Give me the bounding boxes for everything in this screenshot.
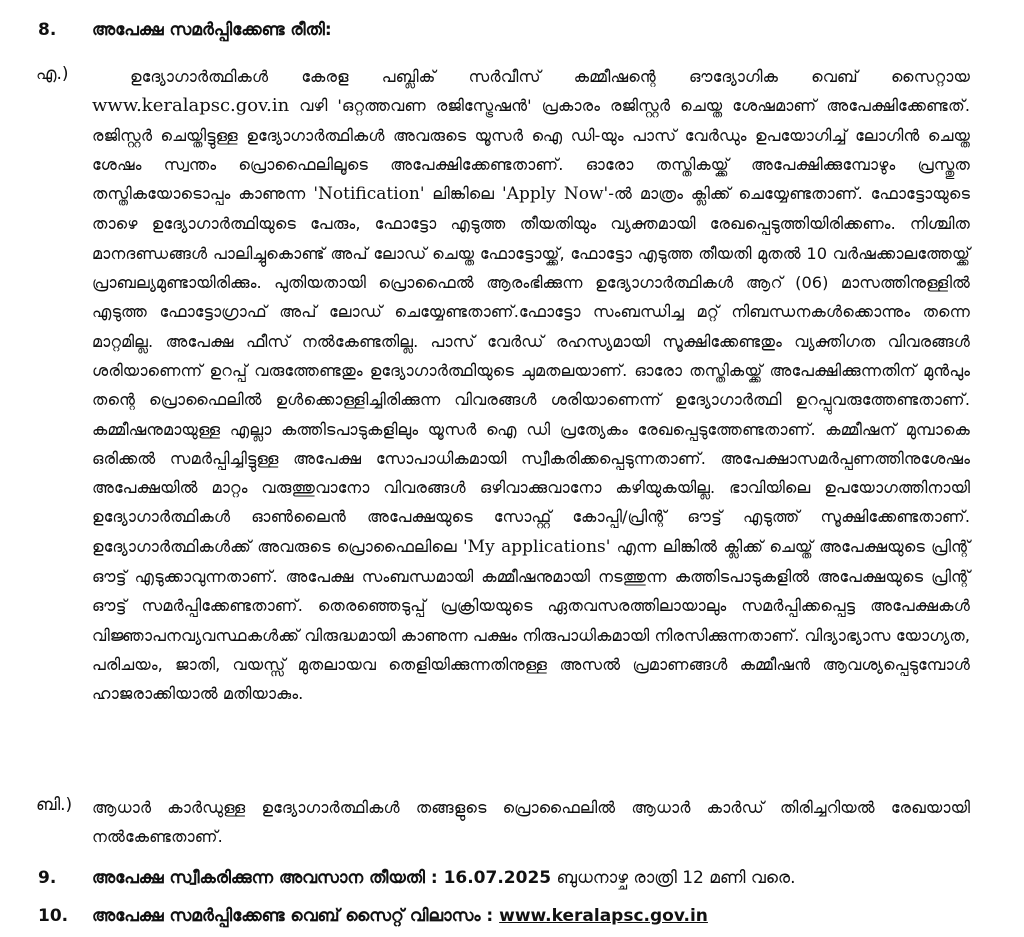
para-a-part-4: ൽ മാത്രം ക്ലിക്ക് ചെയ്യേണ്ടതാണ്. ഫോട്ടോയുടെ താഴെ ഉദ്യോഗാർത്ഥിയുടെ പേരും, ഫോട്ടോ എടുത്ത തീയതിയും വ്യക്തമായി രേഖപ്പെടുത്തിയിരിക്കണം. നിശ്ചിത മാനദണ്ഡങ്ങൾ പാലിച്ചുകൊണ്ട് അപ് ലോഡ് ചെയ്ത ഫോട്ടോയ്ക്ക്, ഫോട്ടോ എടുത്ത തീയതി മുതൽ 10 വർഷക്കാലത്തേയ്ക്ക് പ്രാബല്യമുണ്ടായിരിക്കും. പുതിയതായി പ്രൊഫൈൽ ആരംഭിക്കുന്ന ഉദ്യോഗാർത്ഥികൾ ആറ് (06) മാസത്തിനുള്ളിൽ എടുത്ത ഫോട്ടോഗ്രാഫ് അപ് ലോഡ് ചെയ്യേണ്ടതാണ്.ഫോട്ടോ സംബന്ധിച്ച മറ്റ് നിബന്ധനകൾക്കൊന്നും തന്നെ മാറ്റമില്ല. അപേക്ഷ ഫീസ് നൽകേണ്ടതില്ല. പാസ് വേർഡ് രഹസ്യമായി സൂക്ഷിക്കേണ്ടതും വ്യക്തിഗത വിവരങ്ങൾ ശരിയാണെന്ന് ഉറപ്പ് വരുത്തേണ്ടതും ഉദ്യോഗാർത്ഥിയുടെ ചുമതലയാണ്. ഓരോ തസ്തികയ്ക്ക് അപേക്ഷിക്കുന്നതിന് മുൻപും തന്റെ പ്രൊഫൈലിൽ ഉൾക്കൊള്ളിച്ചിരിക്കുന്ന വിവരങ്ങൾ ശരിയാണെന്ന് ഉദ്യോഗാർത്ഥി ഉറപ്പുവരുത്തേണ്ടതാണ്. കമ്മീഷനുമായുള്ള എല്ലാ കത്തിടപാടുകളിലും യൂസർ ഐ ഡി പ്രത്യേകം രേഖപ്പെടുത്തേണ്ടതാണ്. കമ്മീഷന് മുമ്പാകെ ഒരിക്കൽ സമർപ്പിച്ചിട്ടുള്ള അപേക്ഷ സോപാധികമായി സ്വീകരിക്കപ്പെടുന്നതാണ്. അപേക്ഷാസമർപ്പണത്തിനുശേഷം അപേക്ഷയിൽ മാറ്റം വരുത്തുവാനോ വിവരങ്ങൾ ഒഴിവാക്കുവാനോ കഴിയുകയില്ല. ഭാവിയിലെ ഉപയോഗത്തിനായി ഉദ്യോഗാർത്ഥികൾ ഓൺലൈൻ അപേക്ഷയുടെ സോഫ്റ്റ് കോപ്പി/പ്രിന്റ് ഔട്ട് എടുത്ത് സൂക്ഷിക്കേണ്ടതാണ്. ഉദ്യോഗാർത്ഥികൾക്ക് അവരുടെ പ്രൊഫൈലിലെ — [92, 184, 971, 556]
section-10-heading — [92, 906, 708, 926]
para-b-marker: ബി.) — [36, 795, 73, 815]
section-9-number: 9. — [38, 868, 57, 888]
para-a-part-2: വഴി 'ഒറ്റത്തവണ രജിസ്ട്രേഷൻ' പ്രകാരം രജിസ്റ്റർ ചെയ്ത ശേഷമാണ് അപേക്ഷിക്കേണ്ടത്. രജിസ്റ്റർ ചെയ്തിട്ടുള്ള ഉദ്യോഗാർത്ഥികൾ അവരുടെ യൂസർ ഐ ഡി-യും പാസ് വേർഡും ഉപയോഗിച്ച് ലോഗിൻ ചെയ്ത ശേഷം സ്വന്തം പ്രൊഫൈലിലൂടെ അപേക്ഷിക്കേണ്ടതാണ്. ഓരോ തസ്തികയ്ക്ക് അപേക്ഷിക്കുമ്പോഴും പ്രസ്തുത തസ്തികയോടൊപ്പം കാണുന്ന — [92, 96, 970, 204]
my-applications-text: 'My applications' — [462, 536, 611, 557]
section-10-heading-text: അപേക്ഷ സമർപ്പിക്കേണ്ട വെബ് സൈറ്റ് വിലാസം : — [92, 906, 500, 926]
apply-now-text: 'Apply Now'- — [502, 184, 614, 205]
para-b-text: ആധാർ കാർഡുള്ള ഉദ്യോഗാർത്ഥികൾ തങ്ങളുടെ പ്രൊഫൈലിൽ ആധാർ കാർഡ് തിരിച്ചറിയൽ രേഖയായി നൽകേണ്ടതാണ്. — [92, 798, 970, 846]
section-9-heading-text: അപേക്ഷ സ്വീകരിക്കുന്ന അവസാന തീയതി : 16.07.2025 — [92, 868, 552, 888]
section-9-heading — [92, 868, 796, 888]
section-10-number: 10. — [38, 906, 69, 926]
section-8-heading: അപേക്ഷ സമർപ്പിക്കേണ്ട രീതി: — [92, 20, 332, 40]
notification-link-text: 'Notification' — [313, 184, 425, 205]
section-8-number: 8. — [38, 20, 57, 40]
para-a-part-5: എന്ന ലിങ്കിൽ ക്ലിക്ക് ചെയ്ത് അപേക്ഷയുടെ പ്രിന്റ് ഔട്ട് എടുക്കാവുന്നതാണ്. അപേക്ഷ സംബന്ധമായി കമ്മീഷനുമായി നടത്തുന്ന കത്തിടപാടുകളിൽ അപേക്ഷയുടെ പ്രിന്റ് ഔട്ട് സമർപ്പിക്കേണ്ടതാണ്. തെരഞ്ഞെടുപ്പ് പ്രക്രിയയുടെ ഏതവസരത്തിലായാലും സമർപ്പിക്കപ്പെട്ട അപേക്ഷകൾ വിജ്ഞാപനവ്യവസ്ഥകൾക്ക് വിരുദ്ധമായി കാണുന്ന പക്ഷം നിരുപാധികമായി നിരസിക്കുന്നതാണ്. വിദ്യാഭ്യാസ യോഗ്യത, പരിചയം, ജാതി, വയസ്സ് മുതലായവ തെളിയിക്കുന്നതിനുള്ള അസൽ പ്രമാണങ്ങൾ കമ്മീഷൻ ആവശ്യപ്പെടുമ്പോൾ ഹാജരാക്കിയാൽ മതിയാകും. — [92, 536, 970, 704]
para-a-text — [92, 62, 970, 709]
para-a-website: www.keralapsc.gov.in — [92, 95, 290, 117]
para-a-part-3: ലിങ്കിലെ — [424, 184, 502, 204]
psc-website-link[interactable]: www.keralapsc.gov.in — [499, 906, 708, 926]
para-a-marker: എ.) — [36, 64, 69, 84]
para-a-part-1: ഉദ്യോഗാർത്ഥികൾ കേരള പബ്ലിക് സർവീസ് കമ്മീഷന്റെ ഔദ്യോഗിക വെബ് സൈറ്റായ — [130, 67, 970, 86]
section-9-suffix: ബുധനാഴ്ച രാത്രി 12 മണി വരെ. — [551, 868, 796, 888]
